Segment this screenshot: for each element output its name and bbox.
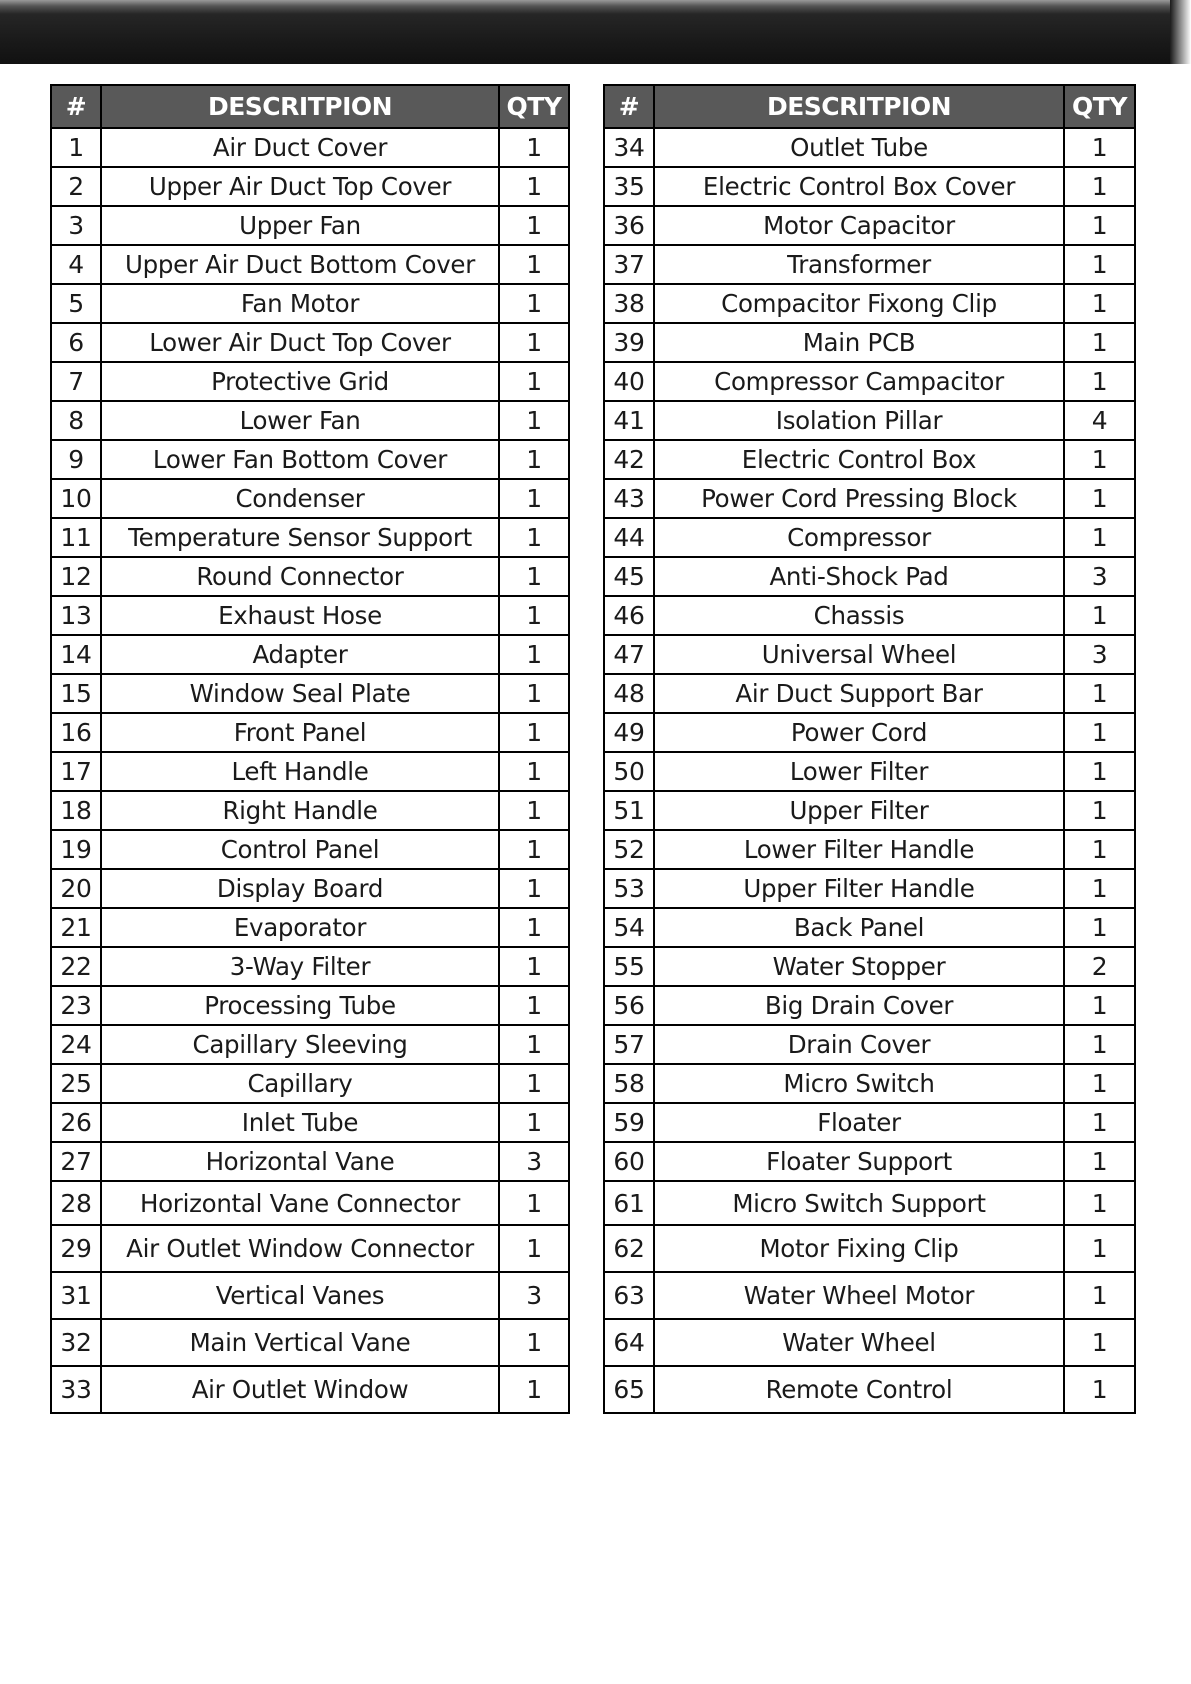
part-quantity: 1 — [499, 128, 569, 167]
part-quantity: 3 — [1064, 557, 1135, 596]
part-number: 63 — [604, 1272, 654, 1319]
part-number: 46 — [604, 596, 654, 635]
part-quantity: 1 — [499, 518, 569, 557]
part-description: Temperature Sensor Support — [101, 518, 499, 557]
part-number: 19 — [51, 830, 101, 869]
part-quantity: 1 — [499, 479, 569, 518]
part-quantity: 1 — [1064, 1025, 1135, 1064]
part-description: Chassis — [654, 596, 1064, 635]
header-bar — [0, 0, 1191, 64]
part-number: 52 — [604, 830, 654, 869]
part-quantity: 1 — [499, 1025, 569, 1064]
part-number: 20 — [51, 869, 101, 908]
part-quantity: 1 — [499, 284, 569, 323]
part-description: Protective Grid — [101, 362, 499, 401]
part-quantity: 1 — [1064, 713, 1135, 752]
part-description: Outlet Tube — [654, 128, 1064, 167]
part-number: 9 — [51, 440, 101, 479]
part-quantity: 1 — [499, 1366, 569, 1413]
header-description: DESCRITPION — [101, 85, 499, 128]
part-quantity: 1 — [499, 1103, 569, 1142]
part-description: Air Duct Support Bar — [654, 674, 1064, 713]
part-quantity: 1 — [499, 323, 569, 362]
header-num: # — [604, 85, 654, 128]
table-row — [604, 1225, 1135, 1272]
part-number: 61 — [604, 1181, 654, 1225]
part-number: 59 — [604, 1103, 654, 1142]
part-description: Exhaust Hose — [101, 596, 499, 635]
part-number: 4 — [51, 245, 101, 284]
part-description: Horizontal Vane — [101, 1142, 499, 1181]
part-description: Window Seal Plate — [101, 674, 499, 713]
part-description: Processing Tube — [101, 986, 499, 1025]
part-number: 24 — [51, 1025, 101, 1064]
table-row — [51, 1181, 569, 1225]
table-row — [604, 167, 1135, 206]
part-quantity: 1 — [499, 401, 569, 440]
part-description: Water Wheel — [654, 1319, 1064, 1366]
part-description: Upper Air Duct Bottom Cover — [101, 245, 499, 284]
part-description: Floater Support — [654, 1142, 1064, 1181]
part-number: 44 — [604, 518, 654, 557]
table-row — [604, 1181, 1135, 1225]
table-row — [604, 986, 1135, 1025]
part-quantity: 1 — [1064, 128, 1135, 167]
table-row — [51, 1064, 569, 1103]
part-quantity: 1 — [1064, 791, 1135, 830]
part-quantity: 1 — [1064, 245, 1135, 284]
part-description: Water Wheel Motor — [654, 1272, 1064, 1319]
part-number: 28 — [51, 1181, 101, 1225]
part-number: 50 — [604, 752, 654, 791]
part-quantity: 1 — [499, 635, 569, 674]
table-row — [51, 986, 569, 1025]
header-num: # — [51, 85, 101, 128]
table-row — [604, 245, 1135, 284]
part-description: Transformer — [654, 245, 1064, 284]
part-number: 57 — [604, 1025, 654, 1064]
part-number: 3 — [51, 206, 101, 245]
part-number: 13 — [51, 596, 101, 635]
part-quantity: 1 — [499, 1225, 569, 1272]
part-quantity: 1 — [499, 1064, 569, 1103]
part-quantity: 3 — [499, 1272, 569, 1319]
table-row — [604, 1064, 1135, 1103]
table-row — [51, 518, 569, 557]
table-row — [51, 557, 569, 596]
part-quantity: 1 — [1064, 479, 1135, 518]
table-row — [604, 752, 1135, 791]
part-description: Lower Fan Bottom Cover — [101, 440, 499, 479]
part-number: 36 — [604, 206, 654, 245]
part-quantity: 1 — [1064, 362, 1135, 401]
part-number: 60 — [604, 1142, 654, 1181]
part-number: 8 — [51, 401, 101, 440]
part-description: Compressor — [654, 518, 1064, 557]
table-row — [604, 1025, 1135, 1064]
part-quantity: 1 — [499, 713, 569, 752]
part-description: Lower Air Duct Top Cover — [101, 323, 499, 362]
table-row — [51, 713, 569, 752]
table-row — [51, 128, 569, 167]
table-row — [604, 1366, 1135, 1413]
part-number: 26 — [51, 1103, 101, 1142]
table-row — [51, 284, 569, 323]
part-quantity: 1 — [1064, 1103, 1135, 1142]
part-description: Upper Fan — [101, 206, 499, 245]
part-quantity: 1 — [1064, 518, 1135, 557]
part-description: Condenser — [101, 479, 499, 518]
part-number: 5 — [51, 284, 101, 323]
part-description: Compressor Campacitor — [654, 362, 1064, 401]
table-row — [604, 284, 1135, 323]
part-description: Motor Fixing Clip — [654, 1225, 1064, 1272]
header-description: DESCRITPION — [654, 85, 1064, 128]
part-description: Air Duct Cover — [101, 128, 499, 167]
part-quantity: 1 — [499, 674, 569, 713]
table-row — [604, 947, 1135, 986]
part-number: 41 — [604, 401, 654, 440]
parts-table-right-body — [604, 128, 1135, 1413]
part-description: Power Cord — [654, 713, 1064, 752]
table-row — [604, 440, 1135, 479]
table-row — [51, 1025, 569, 1064]
header-qty: QTY — [1064, 85, 1135, 128]
part-description: Micro Switch Support — [654, 1181, 1064, 1225]
part-description: Water Stopper — [654, 947, 1064, 986]
table-row — [51, 1142, 569, 1181]
part-number: 40 — [604, 362, 654, 401]
part-quantity: 1 — [1064, 323, 1135, 362]
part-description: Horizontal Vane Connector — [101, 1181, 499, 1225]
part-quantity: 4 — [1064, 401, 1135, 440]
part-quantity: 1 — [1064, 596, 1135, 635]
table-row — [604, 674, 1135, 713]
table-row — [604, 401, 1135, 440]
part-quantity: 1 — [499, 245, 569, 284]
part-description: Drain Cover — [654, 1025, 1064, 1064]
part-number: 62 — [604, 1225, 654, 1272]
part-quantity: 1 — [1064, 1272, 1135, 1319]
part-quantity: 1 — [1064, 1366, 1135, 1413]
part-description: Front Panel — [101, 713, 499, 752]
part-number: 34 — [604, 128, 654, 167]
part-quantity: 1 — [1064, 284, 1135, 323]
part-description: Power Cord Pressing Block — [654, 479, 1064, 518]
part-description: Isolation Pillar — [654, 401, 1064, 440]
part-number: 17 — [51, 752, 101, 791]
part-description: Capillary — [101, 1064, 499, 1103]
table-row — [51, 401, 569, 440]
part-number: 39 — [604, 323, 654, 362]
part-number: 11 — [51, 518, 101, 557]
part-description: Anti-Shock Pad — [654, 557, 1064, 596]
parts-table-right — [603, 84, 1136, 1414]
part-number: 55 — [604, 947, 654, 986]
table-row — [604, 908, 1135, 947]
part-description: Main Vertical Vane — [101, 1319, 499, 1366]
part-number: 12 — [51, 557, 101, 596]
part-number: 54 — [604, 908, 654, 947]
part-description: Fan Motor — [101, 284, 499, 323]
part-description: Evaporator — [101, 908, 499, 947]
table-row — [604, 1103, 1135, 1142]
table-row — [604, 557, 1135, 596]
part-number: 29 — [51, 1225, 101, 1272]
part-number: 42 — [604, 440, 654, 479]
part-description: Micro Switch — [654, 1064, 1064, 1103]
part-quantity: 1 — [499, 557, 569, 596]
part-description: Electric Control Box Cover — [654, 167, 1064, 206]
table-row — [51, 791, 569, 830]
part-number: 31 — [51, 1272, 101, 1319]
part-description: Compacitor Fixong Clip — [654, 284, 1064, 323]
part-number: 22 — [51, 947, 101, 986]
part-description: Lower Filter — [654, 752, 1064, 791]
part-number: 51 — [604, 791, 654, 830]
part-number: 47 — [604, 635, 654, 674]
part-quantity: 1 — [1064, 986, 1135, 1025]
part-number: 33 — [51, 1366, 101, 1413]
part-description: Vertical Vanes — [101, 1272, 499, 1319]
part-quantity: 1 — [1064, 167, 1135, 206]
part-description: Lower Filter Handle — [654, 830, 1064, 869]
part-quantity: 1 — [499, 908, 569, 947]
part-number: 14 — [51, 635, 101, 674]
part-number: 18 — [51, 791, 101, 830]
part-quantity: 1 — [1064, 1225, 1135, 1272]
part-quantity: 1 — [499, 830, 569, 869]
part-number: 58 — [604, 1064, 654, 1103]
table-row — [604, 791, 1135, 830]
part-number: 6 — [51, 323, 101, 362]
part-quantity: 1 — [499, 596, 569, 635]
part-number: 1 — [51, 128, 101, 167]
part-description: Upper Air Duct Top Cover — [101, 167, 499, 206]
table-row — [604, 323, 1135, 362]
part-description: Display Board — [101, 869, 499, 908]
part-quantity: 1 — [1064, 1142, 1135, 1181]
part-quantity: 1 — [499, 947, 569, 986]
part-number: 15 — [51, 674, 101, 713]
part-description: Upper Filter — [654, 791, 1064, 830]
part-number: 37 — [604, 245, 654, 284]
table-row — [604, 596, 1135, 635]
part-description: Air Outlet Window Connector — [101, 1225, 499, 1272]
part-number: 49 — [604, 713, 654, 752]
part-number: 48 — [604, 674, 654, 713]
table-row — [51, 947, 569, 986]
table-row — [51, 674, 569, 713]
part-quantity: 1 — [1064, 908, 1135, 947]
part-number: 45 — [604, 557, 654, 596]
part-description: Back Panel — [654, 908, 1064, 947]
table-header-row — [51, 85, 569, 128]
part-quantity: 1 — [499, 1319, 569, 1366]
table-row — [51, 167, 569, 206]
table-row — [51, 206, 569, 245]
part-description: Inlet Tube — [101, 1103, 499, 1142]
part-number: 7 — [51, 362, 101, 401]
table-row — [51, 323, 569, 362]
part-description: Remote Control — [654, 1366, 1064, 1413]
table-header-row — [604, 85, 1135, 128]
parts-table-left — [50, 84, 570, 1414]
table-row — [604, 1142, 1135, 1181]
part-quantity: 1 — [1064, 206, 1135, 245]
table-row — [51, 1225, 569, 1272]
table-row — [604, 713, 1135, 752]
part-quantity: 1 — [1064, 1064, 1135, 1103]
part-number: 2 — [51, 167, 101, 206]
part-number: 64 — [604, 1319, 654, 1366]
table-row — [604, 518, 1135, 557]
part-quantity: 1 — [499, 362, 569, 401]
part-quantity: 1 — [499, 206, 569, 245]
part-description: 3-Way Filter — [101, 947, 499, 986]
table-row — [51, 908, 569, 947]
part-description: Control Panel — [101, 830, 499, 869]
part-quantity: 1 — [1064, 674, 1135, 713]
part-description: Lower Fan — [101, 401, 499, 440]
part-number: 38 — [604, 284, 654, 323]
table-row — [604, 206, 1135, 245]
part-quantity: 1 — [1064, 830, 1135, 869]
part-number: 27 — [51, 1142, 101, 1181]
parts-table-left-body — [51, 128, 569, 1413]
part-quantity: 1 — [1064, 1319, 1135, 1366]
part-quantity: 3 — [499, 1142, 569, 1181]
part-quantity: 1 — [499, 752, 569, 791]
part-number: 25 — [51, 1064, 101, 1103]
part-description: Electric Control Box — [654, 440, 1064, 479]
part-number: 16 — [51, 713, 101, 752]
table-row — [51, 869, 569, 908]
table-row — [51, 635, 569, 674]
part-quantity: 1 — [499, 1181, 569, 1225]
table-row — [51, 752, 569, 791]
table-row — [604, 479, 1135, 518]
part-number: 65 — [604, 1366, 654, 1413]
part-quantity: 1 — [1064, 869, 1135, 908]
part-description: Left Handle — [101, 752, 499, 791]
part-quantity: 1 — [499, 167, 569, 206]
part-description: Big Drain Cover — [654, 986, 1064, 1025]
part-quantity: 1 — [499, 440, 569, 479]
table-row — [51, 362, 569, 401]
header-bar-edge — [1170, 0, 1191, 64]
table-row — [604, 1319, 1135, 1366]
part-description: Capillary Sleeving — [101, 1025, 499, 1064]
part-description: Air Outlet Window — [101, 1366, 499, 1413]
table-row — [51, 830, 569, 869]
part-number: 43 — [604, 479, 654, 518]
table-row — [604, 635, 1135, 674]
part-number: 56 — [604, 986, 654, 1025]
table-row — [604, 362, 1135, 401]
part-quantity: 1 — [499, 791, 569, 830]
part-number: 53 — [604, 869, 654, 908]
header-qty: QTY — [499, 85, 569, 128]
part-description: Floater — [654, 1103, 1064, 1142]
table-row — [51, 1103, 569, 1142]
part-quantity: 1 — [499, 869, 569, 908]
part-quantity: 1 — [1064, 752, 1135, 791]
part-description: Main PCB — [654, 323, 1064, 362]
part-number: 35 — [604, 167, 654, 206]
table-row — [51, 479, 569, 518]
part-description: Universal Wheel — [654, 635, 1064, 674]
table-row — [51, 245, 569, 284]
table-row — [51, 440, 569, 479]
table-row — [604, 830, 1135, 869]
part-number: 21 — [51, 908, 101, 947]
part-quantity: 1 — [499, 986, 569, 1025]
table-row — [604, 869, 1135, 908]
part-number: 23 — [51, 986, 101, 1025]
part-quantity: 1 — [1064, 440, 1135, 479]
table-row — [51, 1366, 569, 1413]
table-row — [604, 128, 1135, 167]
part-description: Right Handle — [101, 791, 499, 830]
part-number: 32 — [51, 1319, 101, 1366]
part-description: Round Connector — [101, 557, 499, 596]
part-quantity: 2 — [1064, 947, 1135, 986]
table-row — [51, 1272, 569, 1319]
part-description: Upper Filter Handle — [654, 869, 1064, 908]
part-number: 10 — [51, 479, 101, 518]
part-description: Motor Capacitor — [654, 206, 1064, 245]
table-row — [51, 596, 569, 635]
table-row — [51, 1319, 569, 1366]
part-quantity: 3 — [1064, 635, 1135, 674]
part-description: Adapter — [101, 635, 499, 674]
table-row — [604, 1272, 1135, 1319]
part-quantity: 1 — [1064, 1181, 1135, 1225]
